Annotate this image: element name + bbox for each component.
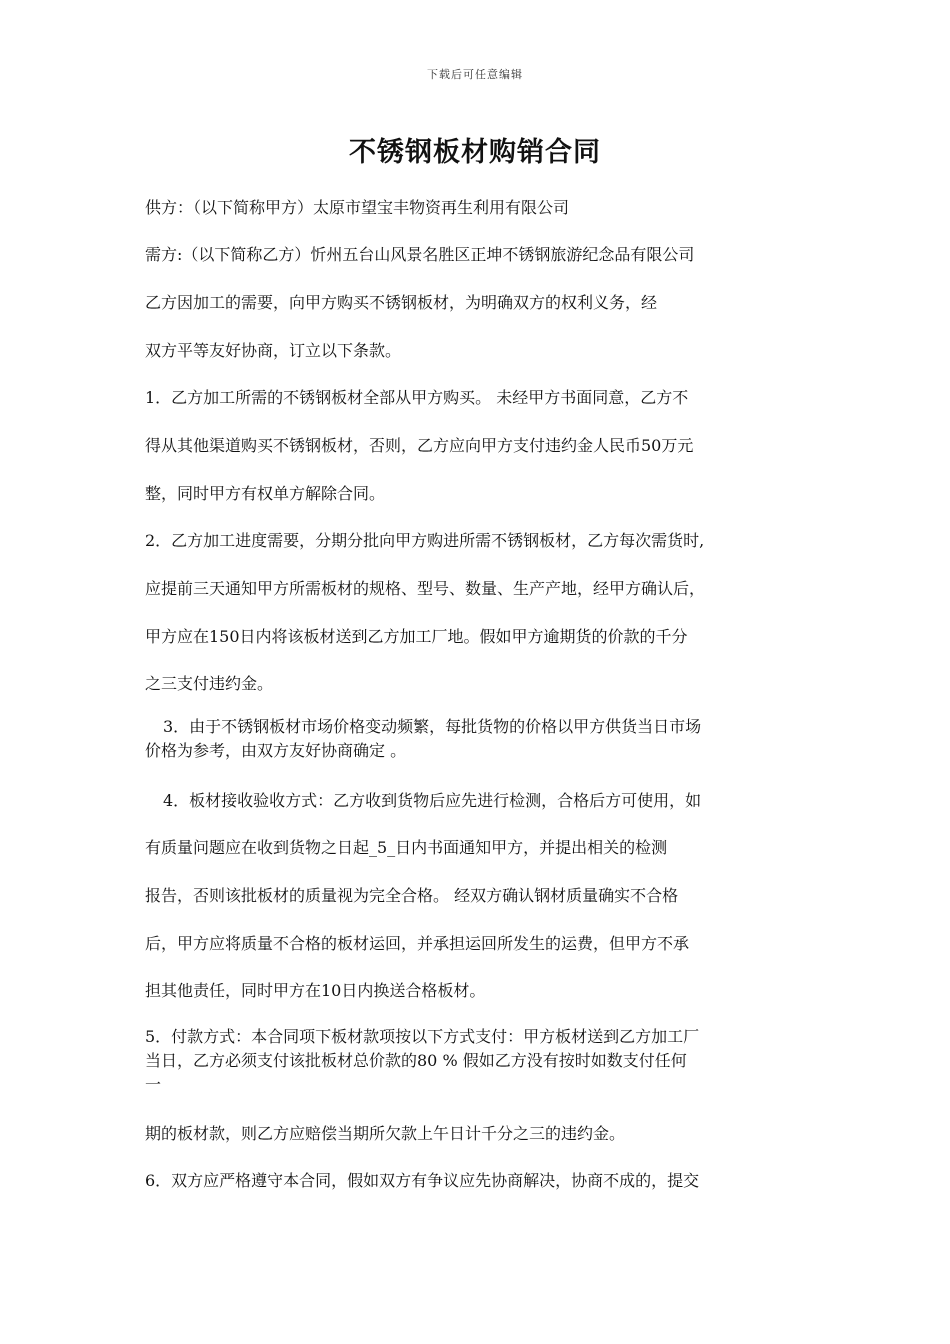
intro-line-2: 双方平等友好协商，订立以下条款。 [145, 341, 402, 360]
clause-3-line-2: 价格为参考，由双方友好协商确定 。 [145, 741, 407, 760]
intro-line-1: 乙方因加工的需要，向甲方购买不锈钢板材，为明确双方的权利义务，经 [145, 293, 658, 312]
clause-1-line-1: 1．乙方加工所需的不锈钢板材全部从甲方购买。 未经甲方书面同意，乙方不 [145, 388, 689, 407]
clause-2-line-2: 应提前三天通知甲方所需板材的规格、型号、数量、生产产地，经甲方确认后， [145, 579, 706, 598]
header-note: 下载后可任意编辑 [427, 68, 523, 81]
clause-4-line-4: 后，甲方应将质量不合格的板材运回，并承担运回所发生的运费，但甲方不承 [145, 934, 690, 953]
clause-4-line-1: 4．板材接收验收方式：乙方收到货物后应先进行检测，合格后方可使用，如 [163, 791, 702, 810]
clause-5-line-2: 当日，乙方必须支付该批板材总价款的80 % 假如乙方没有按时如数支付任何 [145, 1051, 687, 1070]
clause-5-line-3: 一 [145, 1075, 162, 1094]
document-title: 不锈钢板材购销合同 [349, 137, 601, 168]
clause-5-line-4: 期的板材款，则乙方应赔偿当期所欠款上午日计千分之三的违约金。 [145, 1124, 626, 1143]
clause-1-line-2: 得从其他渠道购买不锈钢板材，否则，乙方应向甲方支付违约金人民币50万元 [145, 436, 694, 455]
clause-4-line-2: 有质量问题应在收到货物之日起_5_日内书面通知甲方，并提出相关的检测 [145, 838, 668, 857]
supplier-line: 供方：（以下简称甲方）太原市望宝丰物资再生利用有限公司 [145, 198, 570, 217]
clause-5-line-1: 5．付款方式：本合同项下板材款项按以下方式支付：甲方板材送到乙方加工厂 [145, 1027, 700, 1046]
clause-4-line-5: 担其他责任，同时甲方在10日内换送合格板材。 [145, 981, 486, 1000]
clause-4-line-3: 报告，否则该批板材的质量视为完全合格。 经双方确认钢材质量确实不合格 [145, 886, 679, 905]
clause-2-line-1: 2．乙方加工进度需要，分期分批向甲方购进所需不锈钢板材，乙方每次需货时, [145, 531, 705, 550]
clause-2-line-3: 甲方应在150日内将该板材送到乙方加工厂地。假如甲方逾期货的价款的千分 [145, 627, 688, 646]
clause-1-line-3: 整，同时甲方有权单方解除合同。 [145, 484, 386, 503]
clause-2-line-4: 之三支付违约金。 [145, 674, 274, 693]
clause-3-line-1: 3．由于不锈钢板材市场价格变动频繁，每批货物的价格以甲方供货当日市场 [163, 717, 702, 736]
buyer-line: 需方:（以下简称乙方）忻州五台山风景名胜区正坤不锈钢旅游纪念品有限公司 [145, 245, 695, 264]
clause-6-line-1: 6．双方应严格遵守本合同，假如双方有争议应先协商解决，协商不成的，提交 [145, 1171, 700, 1190]
